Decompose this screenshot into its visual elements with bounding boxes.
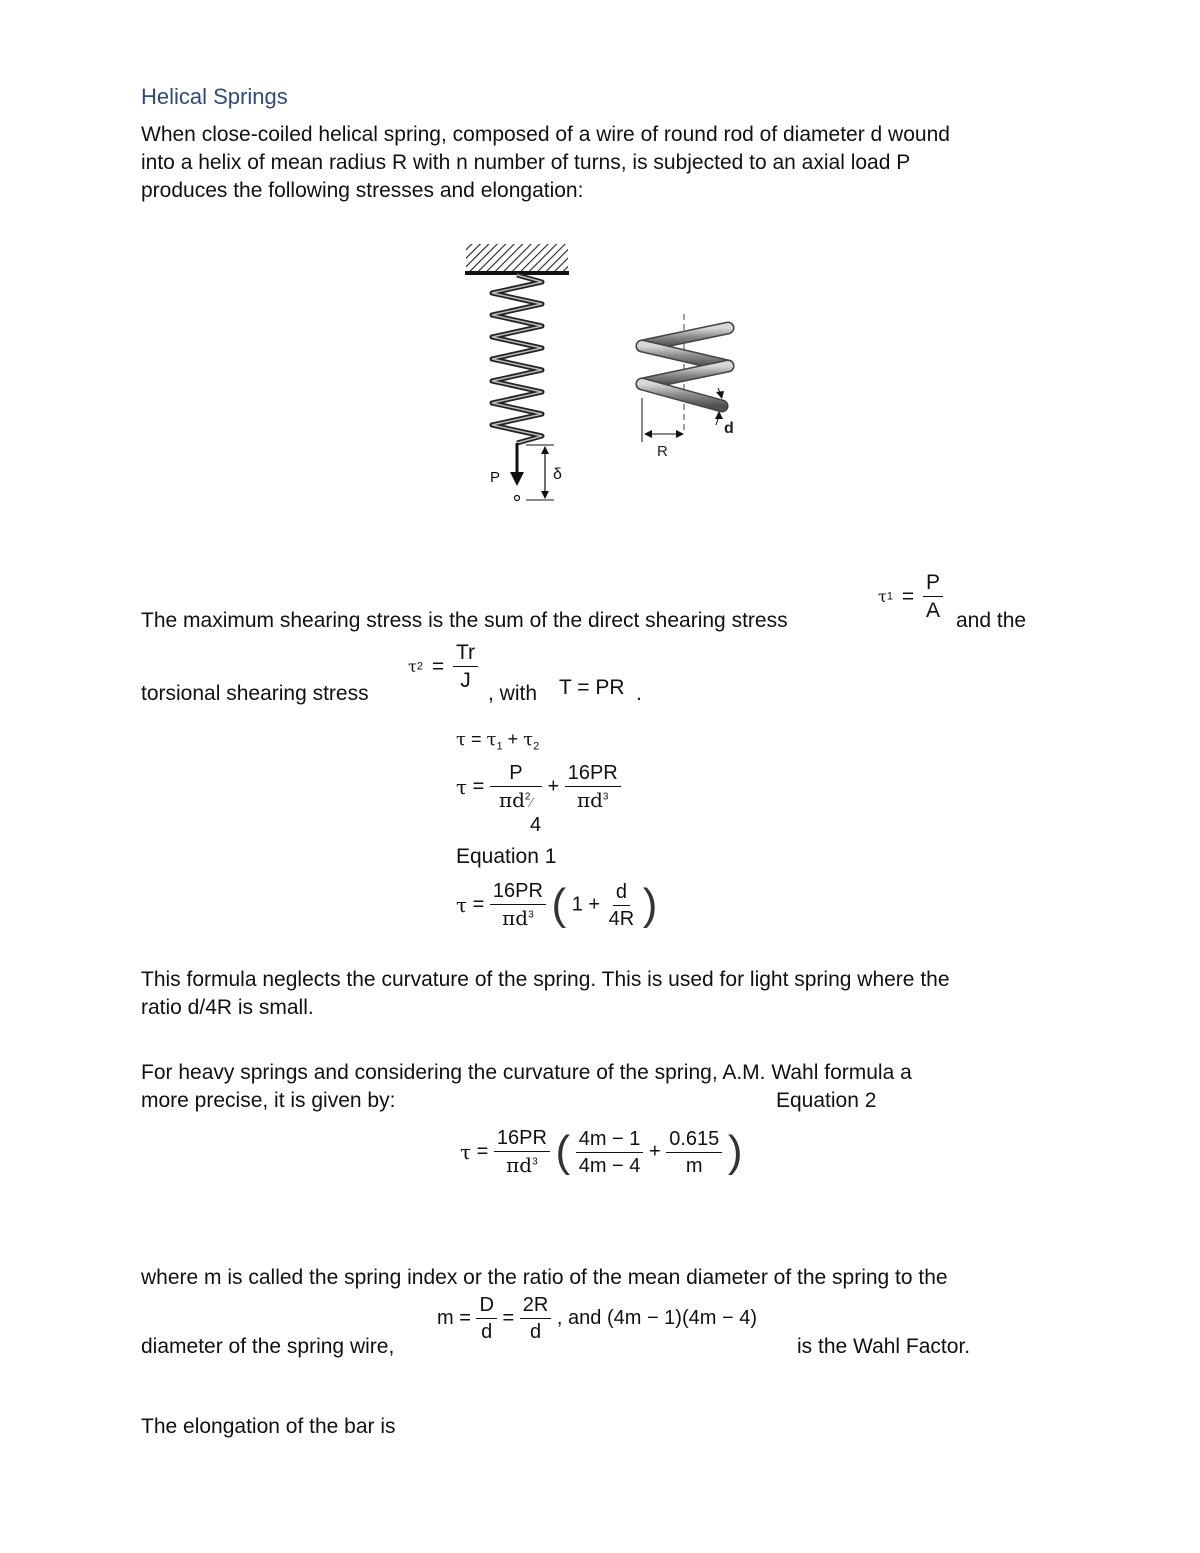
torque-equation: T = PR	[559, 676, 625, 699]
max-shear-text-b: and the	[956, 609, 1027, 632]
equation-2: τ = $\frac{16PR}{\pi d^3}$ ( $\frac{4m - 1}{4m - 4}$ + $\frac{0.615}{m}$ )	[460, 1127, 743, 1177]
index-line-2: diameter of the spring wire,	[141, 1335, 395, 1358]
max-shear-text-a: The maximum shearing stress is the sum of the direct shearing stress	[141, 609, 788, 632]
heavy-spring-paragraph: For heavy springs and considering the curvature of the spring, A.M. Wahl formula a more precise, it is given by:	[141, 1061, 912, 1112]
max-shear-text-c: torsional shearing stress	[141, 682, 369, 705]
tau1-equation: τ1 = $\frac{P}{A}$	[878, 571, 943, 622]
spring-index-equation: m = $\frac{D}{d}$ = $\frac{2R}{d}$ , and (4m − 1)(4m − 4)	[437, 1294, 757, 1343]
document-title: Helical Springs	[141, 84, 288, 109]
equation-2-label: Equation 2	[776, 1089, 877, 1112]
load-arrow-icon	[510, 472, 524, 486]
load-label: P	[490, 469, 501, 486]
index-line-1: where m is called the spring index or the ratio of the mean diameter of the spring to the	[141, 1266, 948, 1289]
index-line-2-end: is the Wahl Factor.	[797, 1335, 971, 1358]
elongation-text: The elongation of the bar is	[141, 1415, 396, 1438]
max-shear-text-e: .	[636, 682, 642, 705]
intro-line-1: When close-coiled helical spring, composed of a wire of round rod of diameter d wound	[141, 123, 950, 146]
fixed-support	[466, 244, 568, 272]
expanded-over-four: 4	[530, 814, 542, 836]
max-shear-text-d: , with	[488, 682, 538, 705]
sum-equation: $\tau = \tau_1 + \tau_2$	[456, 729, 540, 753]
deflection-label: δ	[553, 466, 562, 483]
intro-line-2: into a helix of mean radius R with n number of turns, is subjected to an axial load P	[141, 151, 911, 174]
helical-spring-figure	[460, 238, 750, 510]
hanging-spring	[492, 275, 542, 443]
expanded-equation: τ = $\frac{P}{\pi d^2⁄}$ + $\frac{16PR}{\pi d^3}$	[456, 762, 621, 812]
intro-line-3: produces the following stresses and elongation:	[141, 179, 584, 202]
equation-1-label: Equation 1	[456, 845, 557, 868]
neglect-paragraph: This formula neglects the curvature of the spring. This is used for light spring where the ratio d/4R is small.	[141, 968, 950, 1019]
radius-label: R	[657, 443, 668, 460]
coil-detail	[642, 314, 728, 433]
wire-diameter-label: d	[724, 420, 734, 437]
tau2-equation: τ2 = $\frac{Tr}{J}$	[408, 641, 478, 692]
intro-paragraph	[141, 121, 950, 205]
equation-1: τ = $\frac{16PR}{\pi d^3}$ ( 1 + $\frac{d}{4R}$ )	[456, 880, 658, 930]
